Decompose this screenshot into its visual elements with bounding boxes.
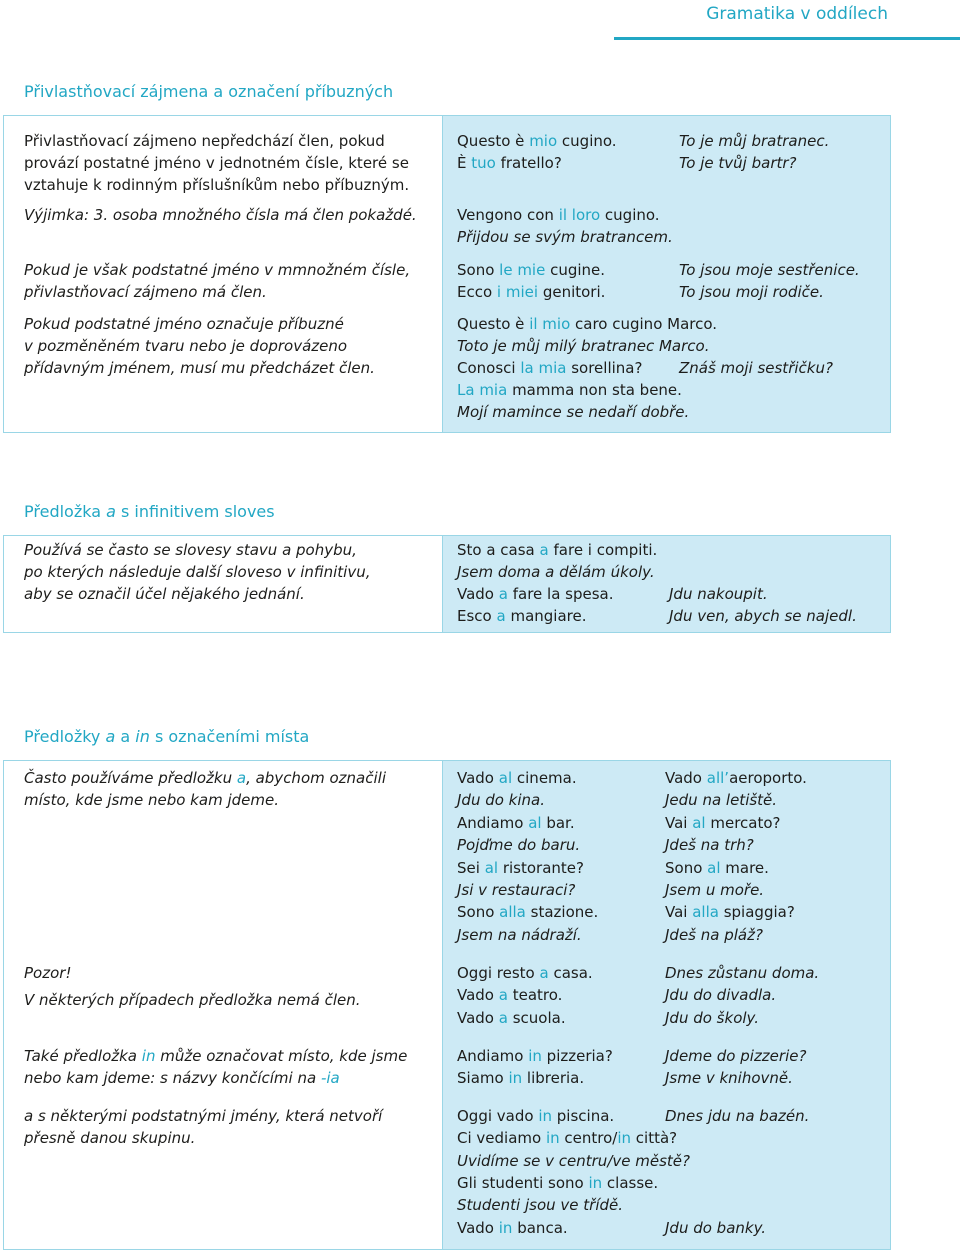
s3-example-cz: Uvidíme se v centru/ve městě? bbox=[457, 1152, 690, 1170]
s1-example-cz: To jsou moji rodiče. bbox=[679, 283, 824, 301]
s2-example-cz: Jdu nakoupit. bbox=[669, 585, 768, 603]
s2-rule-line: po kterých následuje další sloveso v infinitivu, bbox=[24, 563, 371, 581]
s3-rule-line: Také předložka in může označovat místo, kde jsme bbox=[24, 1047, 408, 1065]
s3-example-cz: Dnes zůstanu doma. bbox=[665, 964, 820, 982]
s1-example-it: Conosci la mia sorellina? bbox=[457, 359, 643, 377]
s1-rule-line: Pokud podstatné jméno označuje příbuzné bbox=[24, 315, 344, 333]
s1-example-cz: To je můj bratranec. bbox=[679, 132, 830, 150]
s2-example-it: Esco a mangiare. bbox=[457, 607, 587, 625]
s3-rule-line: Často používáme předložku a, abychom označili bbox=[24, 769, 386, 787]
section1-title: Přivlastňovací zájmena a označení příbuzných bbox=[24, 82, 394, 101]
s3-example-cz: Jdu do kina. bbox=[457, 791, 546, 809]
s1-example-cz: Toto je můj milý bratranec Marco. bbox=[457, 337, 710, 355]
s1-rule-line: přivlastňovací zájmeno má člen. bbox=[24, 283, 267, 301]
s3-example-cz: Jsem u moře. bbox=[665, 881, 765, 899]
header-rule bbox=[614, 37, 960, 40]
s3-example-cz: Studenti jsou ve třídě. bbox=[457, 1196, 624, 1214]
s3-warning-title: Pozor! bbox=[24, 964, 72, 982]
s1-example-cz: To je tvůj bartr? bbox=[679, 154, 797, 172]
s3-example-it: Andiamo al bar. bbox=[457, 814, 575, 832]
s3-example-it: Vado in banca. bbox=[457, 1219, 568, 1237]
s1-example-it: È tuo fratello? bbox=[457, 154, 562, 172]
s1-example-it: Sono le mie cugine. bbox=[457, 261, 606, 279]
s2-rule-line: Používá se často se slovesy stavu a pohybu, bbox=[24, 541, 357, 559]
page-header-title: Gramatika v oddílech bbox=[706, 4, 888, 24]
s3-example-cz: Jdu do školy. bbox=[665, 1009, 760, 1027]
s3-example-cz: Jdeš na trh? bbox=[665, 836, 754, 854]
s3-example-it: Sono alla stazione. bbox=[457, 903, 599, 921]
s1-rule-line: přídavným jménem, musí mu předcházet člen. bbox=[24, 359, 375, 377]
s3-example-it: Vai alla spiaggia? bbox=[665, 903, 795, 921]
s3-example-cz: Jsme v knihovně. bbox=[665, 1069, 793, 1087]
s3-rule-line: V některých případech předložka nemá člen. bbox=[24, 991, 361, 1009]
s1-example-cz: Přijdou se svým bratrancem. bbox=[457, 228, 673, 246]
s1-example-it: Ecco i miei genitori. bbox=[457, 283, 606, 301]
s1-example-cz: To jsou moje sestřenice. bbox=[679, 261, 860, 279]
s1-exception: Výjimka: 3. osoba množného čísla má člen pokaždé. bbox=[24, 206, 417, 224]
s1-rule-line: Pokud je však podstatné jméno v mmnožném čísle, bbox=[24, 261, 411, 279]
s3-example-it: Sono al mare. bbox=[665, 859, 769, 877]
s3-rule-line: místo, kde jsme nebo kam jdeme. bbox=[24, 791, 279, 809]
s3-example-it: Siamo in libreria. bbox=[457, 1069, 585, 1087]
s3-example-it: Vado al cinema. bbox=[457, 769, 577, 787]
s1-rule-line: v pozměněném tvaru nebo je doprovázeno bbox=[24, 337, 348, 355]
s3-example-it: Andiamo in pizzeria? bbox=[457, 1047, 613, 1065]
s3-rule-line: přesně danou skupinu. bbox=[24, 1129, 196, 1147]
s2-example-it: Sto a casa a fare i compiti. bbox=[457, 541, 658, 559]
s3-example-cz: Jdeš na pláž? bbox=[665, 926, 763, 944]
s1-example-it: Vengono con il loro cugino. bbox=[457, 206, 660, 224]
s3-example-cz: Pojďme do baru. bbox=[457, 836, 581, 854]
s1-example-cz: Znáš moji sestřičku? bbox=[679, 359, 833, 377]
s2-rule-line: aby se označil účel nějakého jednání. bbox=[24, 585, 305, 603]
s1-example-it: Questo è il mio caro cugino Marco. bbox=[457, 315, 718, 333]
s2-example-cz: Jdu ven, abych se najedl. bbox=[669, 607, 857, 625]
s1-rule-line: vztahuje k rodinným příslušníkům nebo příbuzným. bbox=[24, 176, 410, 194]
s2-example-it: Vado a fare la spesa. bbox=[457, 585, 614, 603]
s3-example-it: Vai al mercato? bbox=[665, 814, 781, 832]
s3-example-it: Ci vediamo in centro/in città? bbox=[457, 1129, 678, 1147]
s3-example-cz: Jedu na letiště. bbox=[665, 791, 778, 809]
s3-example-cz: Jdu do banky. bbox=[665, 1219, 767, 1237]
s3-example-it: Oggi resto a casa. bbox=[457, 964, 593, 982]
s3-example-cz: Jsem na nádraží. bbox=[457, 926, 582, 944]
s3-example-cz: Jdeme do pizzerie? bbox=[665, 1047, 807, 1065]
s1-example-it: Questo è mio cugino. bbox=[457, 132, 617, 150]
s3-example-it: Vado all’aeroporto. bbox=[665, 769, 807, 787]
s3-example-it: Vado a scuola. bbox=[457, 1009, 566, 1027]
s3-rule-line: a s některými podstatnými jmény, která netvoří bbox=[24, 1107, 383, 1125]
s1-rule-line: provází postatné jméno v jednotném čísle, které se bbox=[24, 154, 409, 172]
s3-example-cz: Dnes jdu na bazén. bbox=[665, 1107, 810, 1125]
s3-example-it: Gli studenti sono in classe. bbox=[457, 1174, 659, 1192]
section3-title: Předložky a a in s označeními místa bbox=[24, 727, 310, 746]
s3-example-cz: Jdu do divadla. bbox=[665, 986, 777, 1004]
s3-example-it: Vado a teatro. bbox=[457, 986, 563, 1004]
s1-example-cz: Mojí mamince se nedaří dobře. bbox=[457, 403, 690, 421]
s1-example-it: La mia mamma non sta bene. bbox=[457, 381, 682, 399]
section2-title: Předložka a s infinitivem sloves bbox=[24, 502, 275, 521]
s3-example-it: Sei al ristorante? bbox=[457, 859, 584, 877]
s3-rule-line: nebo kam jdeme: s názvy končícími na -ia bbox=[24, 1069, 340, 1087]
s2-example-cz: Jsem doma a dělám úkoly. bbox=[457, 563, 655, 581]
s3-example-it: Oggi vado in piscina. bbox=[457, 1107, 615, 1125]
s3-example-cz: Jsi v restauraci? bbox=[457, 881, 576, 899]
s1-rule-line: Přivlastňovací zájmeno nepředchází člen, pokud bbox=[24, 132, 385, 150]
